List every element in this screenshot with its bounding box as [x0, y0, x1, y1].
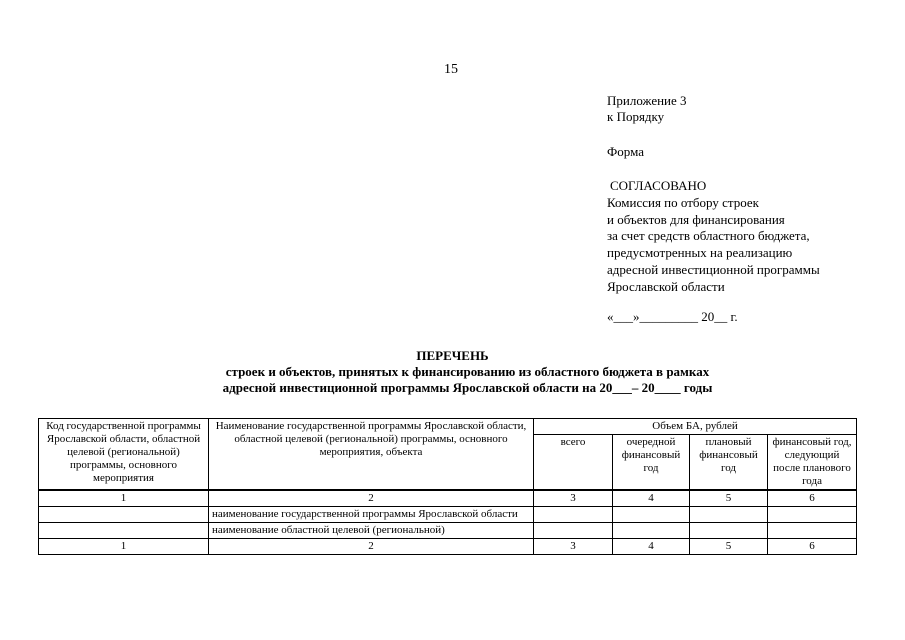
header-after-plan: финансовый год, следующий после планового года: [768, 435, 857, 491]
table-row: [39, 523, 857, 539]
column-number: 3: [534, 490, 613, 507]
table-row: [39, 507, 857, 523]
table-cell: [39, 507, 209, 523]
approval-block: [607, 178, 820, 296]
column-number-row: [39, 490, 857, 507]
table-cell-name: наименование областной целевой (региональной): [209, 523, 534, 539]
approval-line: за счет средств областного бюджета,: [607, 228, 810, 244]
table-cell: [39, 523, 209, 539]
title-line-2: строек и объектов, принятых к финансированию из областного бюджета в рамках: [225, 364, 710, 379]
table-header-row: [39, 419, 857, 435]
appendix-line-2: к Порядку: [607, 109, 665, 124]
appendix-block: [607, 93, 687, 125]
column-number: 4: [613, 539, 690, 555]
header-next-year: очередной финансовый год: [613, 435, 690, 491]
footer-number-row: [39, 539, 857, 555]
column-number: 5: [690, 490, 768, 507]
appendix-line-1: Приложение 3: [607, 93, 687, 108]
approval-line: Комиссия по отбору строек: [607, 194, 759, 210]
approval-line: и объектов для финансирования: [607, 211, 785, 227]
table-cell: [768, 507, 857, 523]
title-line-3: адресной инвестиционной программы Ярославской области на 20___– 20____ годы: [222, 380, 713, 395]
table-cell: [690, 507, 768, 523]
table-cell-name: наименование государственной программы Ярославской области: [209, 507, 534, 523]
column-number: 4: [613, 490, 690, 507]
column-number: 3: [534, 539, 613, 555]
approval-line: Ярославской области: [607, 278, 725, 294]
page-number: 15: [444, 62, 458, 77]
objects-table: [38, 418, 857, 555]
column-number: 1: [39, 490, 209, 507]
approval-line: адресной инвестиционной программы: [607, 261, 820, 277]
approval-date: «___»_________ 20__ г.: [607, 309, 738, 324]
title-line-1: ПЕРЕЧЕНЬ: [416, 348, 489, 363]
table-cell: [768, 523, 857, 539]
header-volume: Объем БА, рублей: [534, 419, 857, 435]
table-cell: [534, 523, 613, 539]
header-total: всего: [534, 435, 613, 491]
approval-line: предусмотренных на реализацию: [607, 245, 793, 261]
table-cell: [690, 523, 768, 539]
column-number: 2: [209, 490, 534, 507]
column-number: 6: [768, 490, 857, 507]
column-number: 2: [209, 539, 534, 555]
table-cell: [613, 507, 690, 523]
document-title: [0, 348, 905, 396]
column-number: 6: [768, 539, 857, 555]
column-number: 1: [39, 539, 209, 555]
table-cell: [613, 523, 690, 539]
header-code: Код государственной программы Ярославской области, областной целевой (региональной) программы, основного мероприятия: [39, 419, 209, 491]
header-name: Наименование государственной программы Ярославской области, областной целевой (региональной) программы, основного мероприятия, объекта: [209, 419, 534, 491]
header-plan-year: плановый финансовый год: [690, 435, 768, 491]
form-label: Форма: [607, 144, 644, 159]
table-cell: [534, 507, 613, 523]
approval-heading: СОГЛАСОВАНО: [610, 178, 707, 193]
column-number: 5: [690, 539, 768, 555]
